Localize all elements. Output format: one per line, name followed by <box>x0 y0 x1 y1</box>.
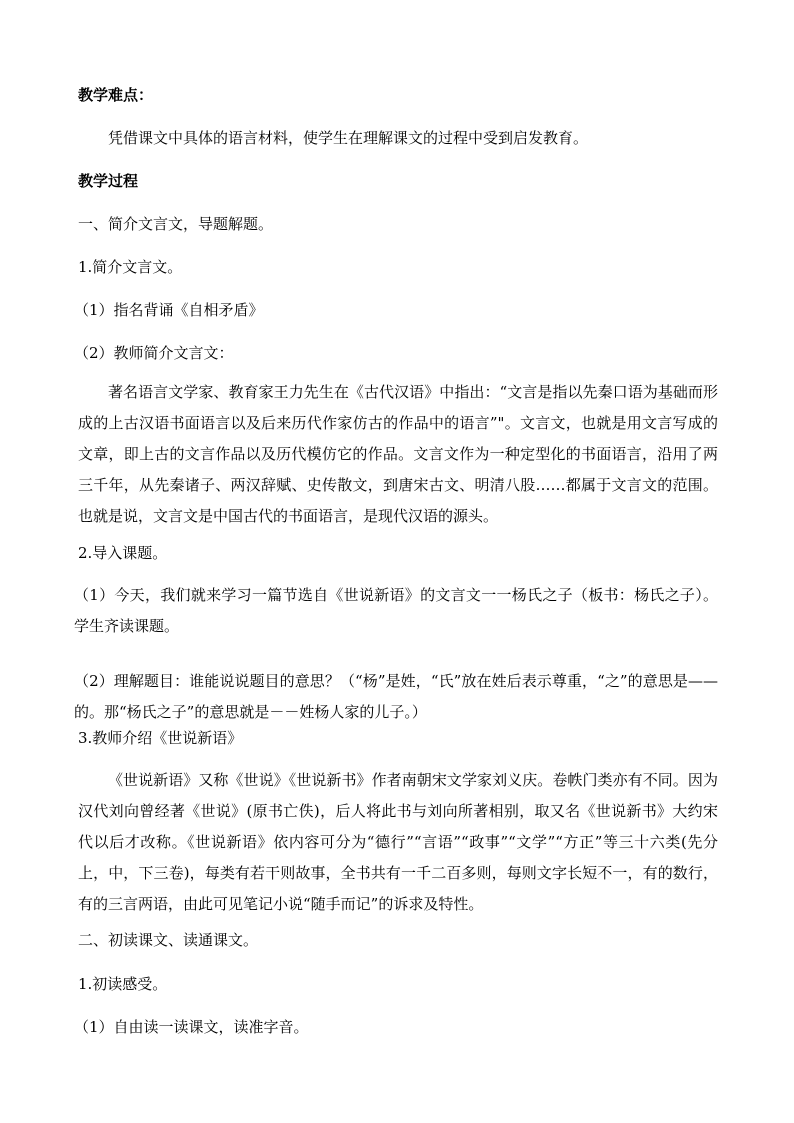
s2-item1-sub1: （1）自由读一读课文，读准字音。 <box>74 1018 309 1036</box>
difficulty-text: 凭借课文中具体的语言材料，使学生在理解课文的过程中受到启发教育。 <box>108 129 589 147</box>
section1-title: 一、简介文言文，导题解题。 <box>78 215 274 233</box>
s1-item3-paragraph: 《世说新语》又称《世说》《世说新书》作者南朝宋文学家刘义庆。卷帙门类亦有不同。因为汉代刘向曾经著《世说》(原书亡佚)，后人将此书与刘向所著相别，取又名《世说新书》大约宋代以后才改称。《世说新语》依内容可分为“德行”“言语”“政事”“文学”“方正”等三十六类(先分上，中，下三卷)，每类有若干则故事，全书共有一千二百多则，每则文字长短不一，有的数行，有的三言两语，由此可见笔记小说“随手而记”的诉求及特性。 <box>78 771 718 913</box>
s1-item1-paragraph: 著名语言文学家、教育家王力先生在《古代汉语》中指出：“文言是指以先秦口语为基础而形成的上古汉语书面语言以及后来历代作家仿古的作品中的语言”"。文言文，也就是用文言写成的文章，即上古的文言作品以及历代模仿它的作品。文言文作为一种定型化的书面语言，沿用了两三千年，从先秦诸子、两汉辞赋、史传散文，到唐宋古文、明清八股……都属于文言文的范围。也就是说，文言文是中国古代的书面语言，是现代汉语的源头。 <box>78 383 718 525</box>
s1-item2-sub1: （1）今天，我们就来学习一篇节选自《世说新语》的文言文一一杨氏之子（板书：杨氏之子）。学生齐读课题。 <box>74 586 718 635</box>
s1-item3: 3.教师介绍《世说新语》 <box>78 729 243 747</box>
difficulty-heading: 教学难点： <box>78 86 154 104</box>
s1-item2-sub2: （2）理解题目：谁能说说题目的意思？（“杨”是姓，“氏”放在姓后表示尊重，“之”的意思是——的。那“杨氏之子”的意思就是－－姓杨人家的儿子。） <box>74 672 718 721</box>
s2-item1: 1.初读感受。 <box>78 975 168 993</box>
s1-item1-sub2: （2）教师简介文言文： <box>74 344 234 362</box>
s1-item1-sub1: （1）指名背诵《自相矛盾》 <box>74 301 264 319</box>
section2-title: 二、初读课文、读通课文。 <box>78 931 259 949</box>
s1-item1: 1.简介文言文。 <box>78 258 183 276</box>
process-heading: 教学过程 <box>78 172 139 190</box>
s1-item2: 2.导入课题。 <box>78 544 168 562</box>
